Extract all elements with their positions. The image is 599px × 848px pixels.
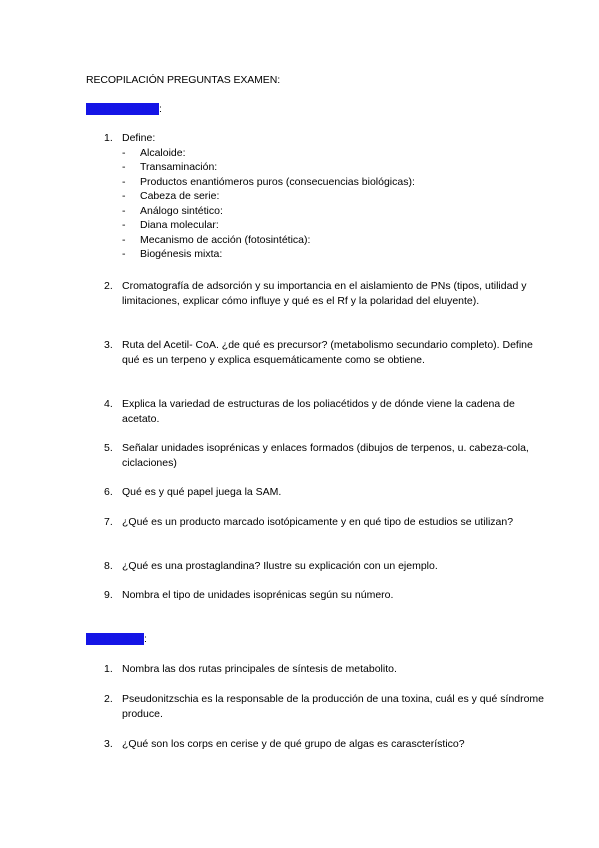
definition-item: - Mecanismo de acción (fotosintética): bbox=[122, 233, 522, 248]
question-number: 8. bbox=[104, 560, 113, 572]
question-number: 6. bbox=[104, 486, 113, 498]
question-number: 3. bbox=[104, 339, 113, 351]
question-text: Ruta del Acetil- CoA. ¿de qué es precursor? (metabolismo secundario completo). Define qué es un terpeno y explica esquemáticamente como se obtiene. bbox=[122, 339, 533, 366]
question-text: Nombra las dos rutas principales de síntesis de metabolito. bbox=[122, 663, 397, 675]
question-text: Qué es y qué papel juega la SAM. bbox=[122, 486, 282, 498]
definition-item: - Productos enantiómeros puros (consecuencias biológicas): bbox=[122, 175, 522, 190]
section-heading-suffix: : bbox=[158, 103, 162, 115]
section-heading-highlight: PARTE JAVIER bbox=[86, 103, 159, 115]
definition-item: - Transaminación: bbox=[122, 160, 522, 175]
question-item bbox=[86, 588, 562, 603]
question-number: 3. bbox=[104, 738, 113, 750]
definition-item: - Alcaloide: bbox=[122, 146, 522, 161]
question-number: 5. bbox=[104, 442, 113, 454]
question-item bbox=[86, 338, 552, 367]
question-text: ¿Qué es una prostaglandina? Ilustre su explicación con un ejemplo. bbox=[122, 560, 438, 572]
section-heading-highlight: PARTE ANA bbox=[86, 633, 144, 645]
page-title: RECOPILACIÓN PREGUNTAS EXAMEN: bbox=[86, 74, 281, 86]
section-heading-javier bbox=[86, 102, 162, 117]
question-text: ¿Qué son los corps en cerise y de qué grupo de algas es carascterístico? bbox=[122, 738, 465, 750]
question-number: 4. bbox=[104, 398, 113, 410]
question-item bbox=[86, 397, 552, 426]
question-text: ¿Qué es un producto marcado isotópicamente y en qué tipo de estudios se utilizan? bbox=[122, 516, 514, 528]
question-text: Cromatografía de adsorción y su importancia en el aislamiento de PNs (tipos, utilidad y limitaciones, explicar cómo influye y qué es el Rf y la polaridad del eluyente). bbox=[122, 280, 527, 307]
definition-item: - Análogo sintético: bbox=[122, 204, 522, 219]
definition-item: - Diana molecular: bbox=[122, 218, 522, 233]
section-heading-suffix: : bbox=[143, 633, 147, 645]
question-item bbox=[86, 559, 562, 574]
question-number: 1. bbox=[104, 132, 113, 144]
question-item bbox=[86, 515, 542, 530]
question-item bbox=[86, 737, 562, 752]
question-item bbox=[86, 131, 522, 262]
question-item bbox=[86, 692, 562, 721]
question-number: 2. bbox=[104, 280, 113, 292]
question-text: Explica la variedad de estructuras de los poliacétidos y de dónde viene la cadena de acetato. bbox=[122, 398, 515, 425]
question-text: Señalar unidades isoprénicas y enlaces formados (dibujos de terpenos, u. cabeza-cola, ciclaciones) bbox=[122, 442, 529, 469]
question-text: Nombra el tipo de unidades isoprénicas según su número. bbox=[122, 589, 394, 601]
question-item bbox=[86, 662, 562, 677]
definition-list bbox=[122, 146, 522, 262]
question-number: 2. bbox=[104, 693, 113, 705]
question-item bbox=[86, 485, 542, 500]
definition-item: - Biogénesis mixta: bbox=[122, 247, 522, 262]
question-item bbox=[86, 441, 542, 470]
question-text: Define: bbox=[122, 132, 156, 144]
definition-item: - Cabeza de serie: bbox=[122, 189, 522, 204]
question-text: Pseudonitzschia es la responsable de la producción de una toxina, cuál es y qué síndrome produce. bbox=[122, 693, 545, 720]
section-heading-ana bbox=[86, 632, 147, 647]
question-number: 7. bbox=[104, 516, 113, 528]
question-number: 9. bbox=[104, 589, 113, 601]
question-item bbox=[86, 279, 562, 308]
question-number: 1. bbox=[104, 663, 113, 675]
